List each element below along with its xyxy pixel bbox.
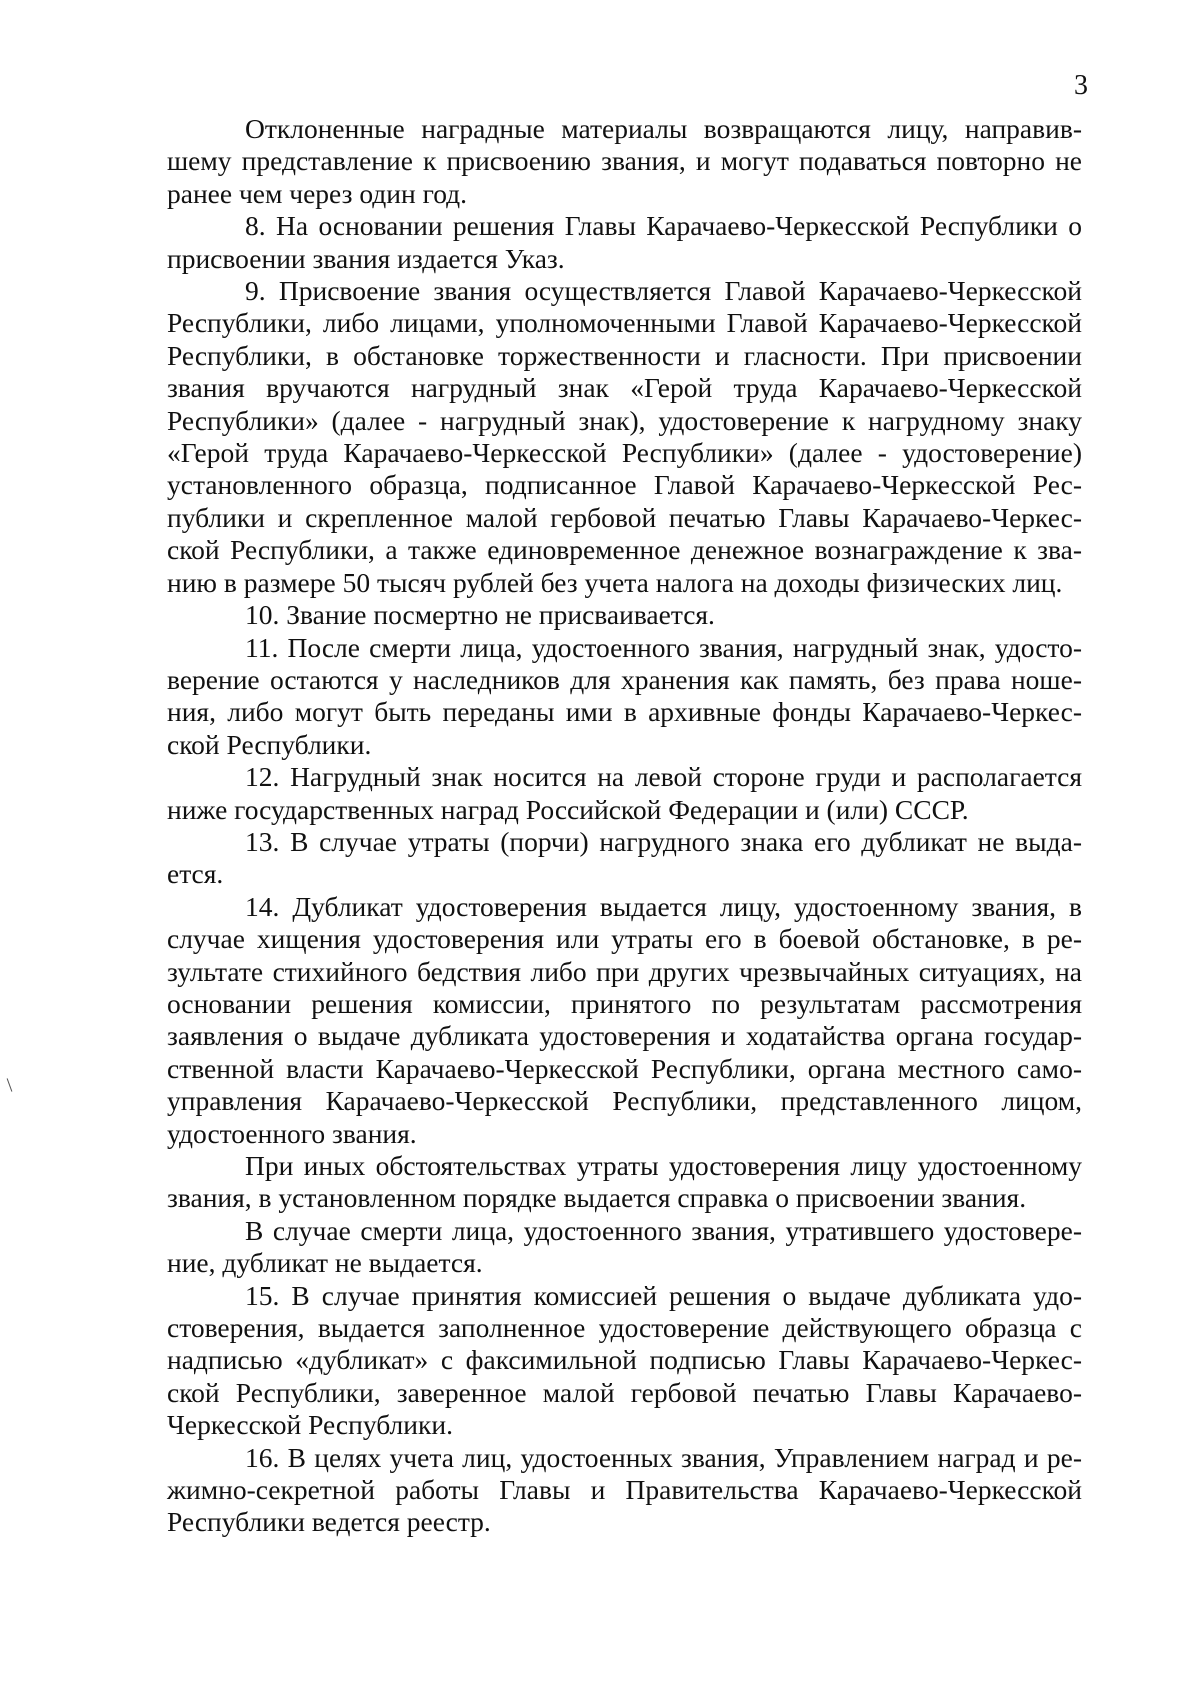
paragraph-item-12: 12. Нагрудный знак носится на левой стороне груди и располагается ниже государственных наград Российской Федерации и (или) СССР. (167, 761, 1082, 825)
document-body (167, 113, 1082, 1539)
paragraph-death-case: В случае смерти лица, удостоенного звания, утратившего удостоверение, дубликат не выдается. (167, 1214, 1082, 1279)
paragraph-item-15: 15. В случае принятия комиссией решения о выдаче дубликата удостоверения, выдается заполненное удостоверение действующего образца с надписью «дубликат» с факсимильной подписью Главы Карачаево-Черкесской Республики, заверенное малой гербовой печатью Главы Карачаево-Черкесской Республики. (167, 1279, 1082, 1441)
paragraph-rejected-materials: Отклоненные наградные материалы возвращаются лицу, направившему представление к присвоению звания, и могут подаваться повторно не ранее чем через один год. (167, 113, 1082, 209)
scan-artifact (7, 1078, 13, 1091)
paragraph-item-16: 16. В целях учета лиц, удостоенных звания, Управлением наград и режимно-секретной работы Главы и Правительства Карачаево-Черкесской Республики ведется реестр. (167, 1441, 1082, 1538)
paragraph-item-9: 9. Присвоение звания осуществляется Главой Карачаево-Черкесской Республики, либо лицами, уполномоченными Главой Карачаево-Черкесской Республики, в обстановке торжественности и гласности. При присвоении звания вручаются нагрудный знак «Герой труда Карачаево-Черкесской Республики» (далее - нагрудный знак), удостоверение к нагрудному знаку «Герой труда Карачаево-Черкесской Республики» (далее - удостоверение) установленного образца, подписанное Главой Карачаево-Черкесской Республики и скрепленное малой гербовой печатью Главы Карачаево-Черкесской Республики, а также единовременное денежное вознаграждение к званию в размере 50 тысяч рублей без учета налога на доходы физических лиц. (167, 275, 1082, 598)
paragraph-item-10: 10. Звание посмертно не присваивается. (245, 599, 715, 631)
paragraph-item-11: 11. После смерти лица, удостоенного звания, нагрудный знак, удостоверение остаются у наследников для хранения как память, без права ношения, либо могут быть переданы ими в архивные фонды Карачаево-Черкесской Республики. (167, 631, 1082, 760)
paragraph-item-8: 8. На основании решения Главы Карачаево-Черкесской Республики о присвоении звания издается Указ. (167, 210, 1082, 274)
paragraph-item-13: 13. В случае утраты (порчи) нагрудного знака его дубликат не выдается. (167, 825, 1082, 890)
page-number: 3 (1074, 70, 1088, 101)
paragraph-other-circumstances: При иных обстоятельствах утраты удостоверения лицу удостоенному звания, в установленном порядке выдается справка о присвоении звания. (167, 1150, 1082, 1214)
paragraph-item-14: 14. Дубликат удостоверения выдается лицу, удостоенному звания, в случае хищения удостоверения или утраты его в боевой обстановке, в результате стихийного бедствия либо при других чрезвычайных ситуациях, на основании решения комиссии, принятого по результатам рассмотрения заявления о выдаче дубликата удостоверения и ходатайства органа государственной власти Карачаево-Черкесской Республики, органа местного самоуправления Карачаево-Черкесской Республики, представленного лицом, удостоенного звания. (167, 890, 1082, 1149)
